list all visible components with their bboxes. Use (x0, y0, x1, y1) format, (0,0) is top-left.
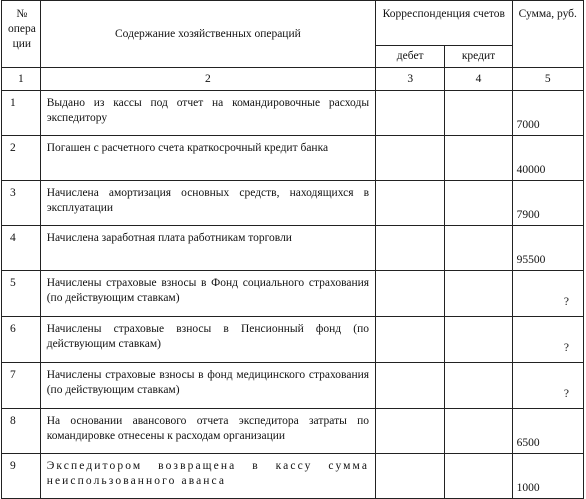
operation-description: Начислена заработная плата работникам торговли (40, 226, 375, 271)
table-row (2, 181, 584, 226)
operation-number: 4 (2, 226, 41, 271)
debit-cell (376, 363, 445, 409)
operation-number: 5 (2, 271, 41, 317)
table-row (2, 317, 584, 363)
operation-number: 6 (2, 317, 41, 363)
amount-cell: 7900 (512, 181, 583, 226)
operation-number: 7 (2, 363, 41, 409)
table-row (2, 363, 584, 409)
credit-cell (445, 317, 512, 363)
operation-number: 9 (2, 454, 41, 499)
operation-description: Выдано из кассы под отчет на командировочные расходы экспедитору (40, 91, 375, 136)
debit-cell (376, 181, 445, 226)
header-operation-number: № опера ции (2, 1, 41, 68)
credit-cell (445, 226, 512, 271)
operation-description: Погашен с расчетного счета краткосрочный кредит банка (40, 136, 375, 181)
amount-cell: 6500 (512, 409, 583, 454)
debit-cell (376, 454, 445, 499)
debit-cell (376, 91, 445, 136)
table-row (2, 91, 584, 136)
header-operation-content: Содержание хозяйственных операций (40, 1, 375, 68)
operation-description: Начислена амортизация основных средств, находящихся в эксплуатации (40, 181, 375, 226)
amount-cell: ? (512, 271, 583, 317)
operation-description: Начислены страховые взносы в Фонд социального страхования (по действующим ставкам) (40, 271, 375, 317)
operation-number: 2 (2, 136, 41, 181)
column-index: 1 (2, 68, 41, 91)
column-index: 2 (40, 68, 375, 91)
operation-description: Экспедитором возвращена в кассу сумма неиспользованного аванса (40, 454, 375, 499)
debit-cell (376, 226, 445, 271)
operations-table (1, 0, 584, 499)
debit-cell (376, 271, 445, 317)
amount-cell: 1000 (512, 454, 583, 499)
operation-description: На основании авансового отчета экспедитора затраты по командировке отнесены к расходам организации (40, 409, 375, 454)
header-amount: Сумма, руб. (512, 1, 583, 68)
operation-number: 1 (2, 91, 41, 136)
header-credit: кредит (445, 46, 512, 68)
table-row (2, 409, 584, 454)
table-row (2, 271, 584, 317)
column-index: 3 (376, 68, 445, 91)
header-correspondence: Корреспонденция счетов (376, 1, 513, 46)
debit-cell (376, 136, 445, 181)
debit-cell (376, 409, 445, 454)
operation-description: Начислены страховые взносы в фонд медицинского страхования (по действующим ставкам) (40, 363, 375, 409)
table-row (2, 454, 584, 499)
table-row (2, 226, 584, 271)
amount-cell: 95500 (512, 226, 583, 271)
table-row (2, 136, 584, 181)
credit-cell (445, 271, 512, 317)
credit-cell (445, 91, 512, 136)
operation-description: Начислены страховые взносы в Пенсионный фонд (по действующим ставкам) (40, 317, 375, 363)
column-index: 5 (512, 68, 583, 91)
credit-cell (445, 409, 512, 454)
amount-cell: 7000 (512, 91, 583, 136)
credit-cell (445, 136, 512, 181)
debit-cell (376, 317, 445, 363)
credit-cell (445, 454, 512, 499)
operation-number: 8 (2, 409, 41, 454)
operation-number: 3 (2, 181, 41, 226)
amount-cell: 40000 (512, 136, 583, 181)
column-index-row (2, 68, 584, 91)
header-debit: дебет (376, 46, 445, 68)
amount-cell: ? (512, 363, 583, 409)
credit-cell (445, 181, 512, 226)
credit-cell (445, 363, 512, 409)
amount-cell: ? (512, 317, 583, 363)
column-index: 4 (445, 68, 512, 91)
